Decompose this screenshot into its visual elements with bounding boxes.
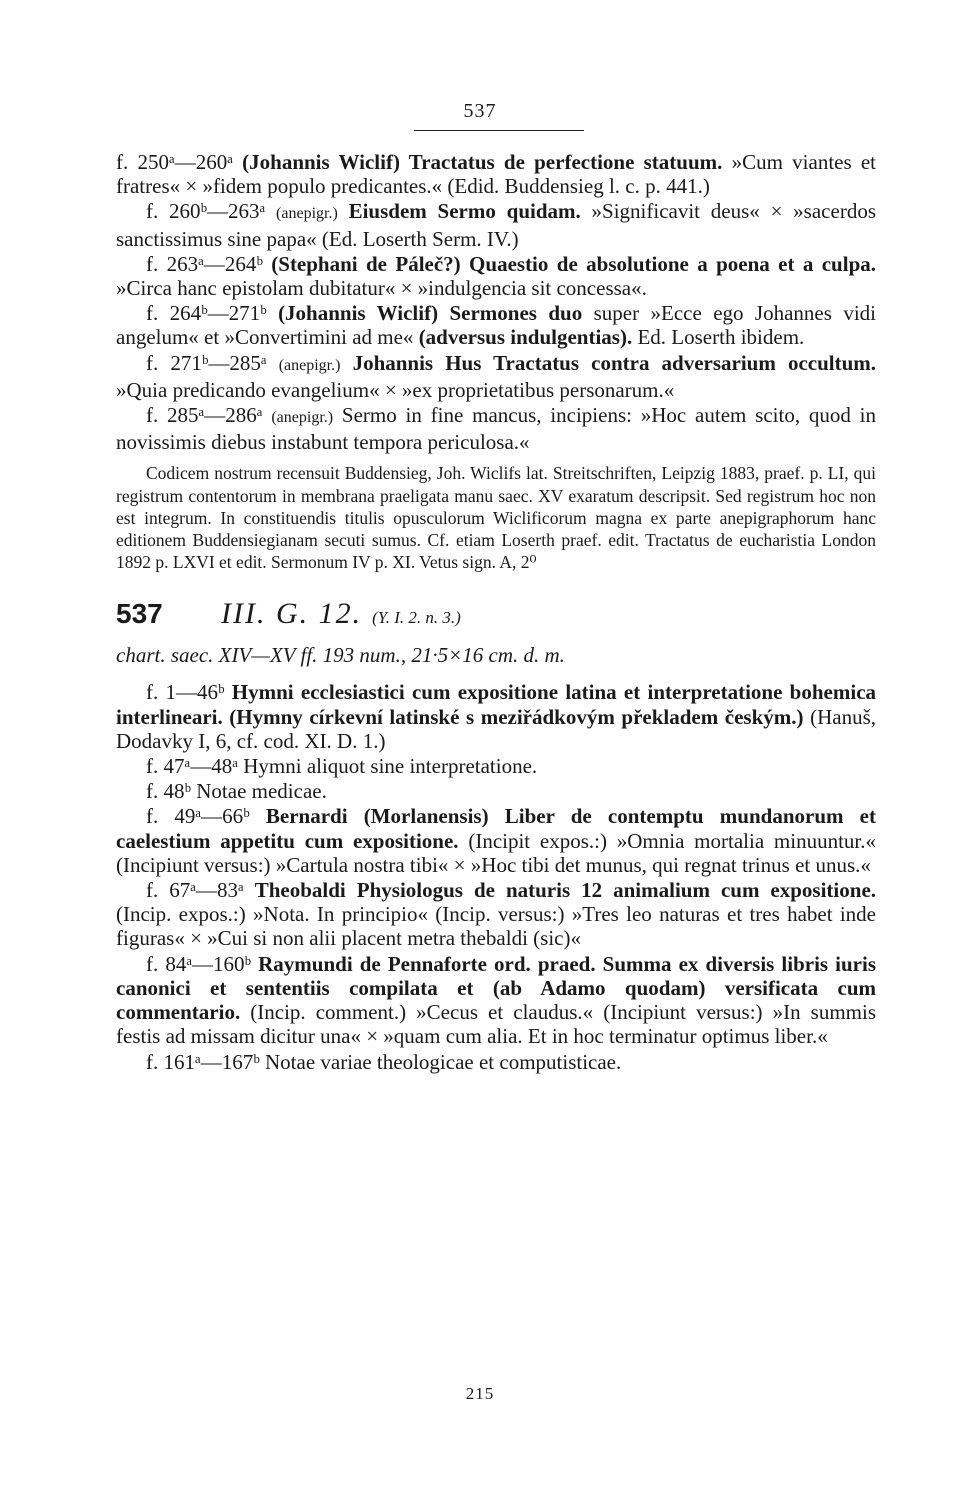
entry-folio: f. 47ᵃ—48ᵃ xyxy=(146,754,238,779)
entry-anepigr: (anepigr.) xyxy=(271,409,334,427)
catalogue-entry xyxy=(116,199,876,250)
entry-text: Hymni aliquot sine interpretatione. xyxy=(243,754,538,779)
entry-folio: f. 49ᵃ—66ᵇ xyxy=(146,804,250,829)
catalogue-entry xyxy=(116,301,876,349)
entry-text: »Circa hanc epistolam dubitatur« × »indulgencia sit concessa«. xyxy=(116,276,647,301)
entry-text: (Incip. expos.:) »Nota. In principio« (Incip. versus:) »Tres leo naturas et tres habet inde figuras« × »Cui si non alii placent metra thebaldi (sic)« xyxy=(116,902,876,951)
catalogue-entry xyxy=(116,1050,876,1074)
entry-text: (Incipit expos.:) »Omnia mortalia minuuntur.« (Incipiunt versus:) »Cartula nostra tibi« × »Hoc tibi det munus, qui regnat trinus et unus.« xyxy=(116,828,877,877)
entry-title: Hymni ecclesiastici cum expositione latina et interpretatione bohemica interlineari. (Hymny církevní latinské s meziřádkovým překladem českým.) xyxy=(116,680,877,729)
entry-title: Raymundi de Pennaforte ord. praed. Summa ex diversis libris iuris canonici et sententiis compilata et (ab Adamo quodam) versificata cum commentario. xyxy=(116,951,876,1025)
catalogue-entry xyxy=(116,150,876,198)
entry-title: (Johannis Wiclif) Sermones duo xyxy=(278,301,583,326)
catalogue-entry xyxy=(116,878,876,951)
footer-folio: 215 xyxy=(465,1384,495,1403)
manuscript-header xyxy=(116,597,876,631)
entry-title: Theobaldi Physiologus de naturis 12 animalium cum expositione. xyxy=(254,878,877,903)
entry-title: (Stephani de Páleč?) Quaestio de absolutione a poena et a culpa. xyxy=(271,251,876,276)
entry-folio: f. 161ᵃ—167ᵇ xyxy=(146,1049,260,1074)
entry-folio: f. 271ᵇ—285ᵃ xyxy=(146,350,267,375)
entry-anepigr: (anepigr.) xyxy=(278,356,341,374)
entry-title: (adversus indulgentias). xyxy=(418,325,633,350)
entry-folio: f. 84ᵃ—160ᵇ xyxy=(146,951,252,976)
entry-anepigr: (anepigr.) xyxy=(276,205,338,223)
entry-text: »Significavit deus« × »sacerdos sanctissimus sine papa« (Ed. Loserth Serm. IV.) xyxy=(116,199,876,251)
entry-title: Eiusdem Sermo quidam. xyxy=(348,199,581,224)
manuscript-description: chart. saec. XIV—XV ff. 193 num., 21·5×16 cm. d. m. xyxy=(116,643,565,668)
catalogue-entry xyxy=(116,252,876,300)
entry-folio: f. 1—46ᵇ xyxy=(146,680,225,705)
entry-title: (Johannis Wiclif) Tractatus de perfectione statuum. xyxy=(242,150,723,174)
catalogue-entry xyxy=(116,680,876,753)
page-number: 537 xyxy=(463,100,497,122)
entry-folio: f. 250ᵃ—260ᵃ xyxy=(116,150,233,174)
entry-text: Notae medicae. xyxy=(196,779,327,804)
entry-text: »Cum viantes et fratres« × »fidem populo predicantes.« (Edid. Buddensieg l. c. p. 441.) xyxy=(116,150,877,199)
entry-text: Ed. Loserth ibidem. xyxy=(637,325,805,350)
entries-top xyxy=(116,150,876,454)
manuscript-old-signature: (Y. I. 2. n. 3.) xyxy=(372,608,461,628)
entry-folio: f. 264ᵇ—271ᵇ xyxy=(146,301,267,326)
header-rule xyxy=(414,130,584,131)
catalogue-column xyxy=(116,150,876,1074)
entries-manuscript xyxy=(116,680,876,1073)
entry-text: »Quia predicando evangelium« × »ex proprietatibus personarum.« xyxy=(116,377,675,402)
manuscript-number: 537 xyxy=(116,598,163,630)
catalogue-entry xyxy=(116,779,876,803)
manuscript-signature: III. G. 12. xyxy=(221,597,363,631)
entry-text: super »Ecce ego Johannes vidi angelum« et »Convertimini ad me« xyxy=(116,301,876,350)
entry-title: Bernardi (Morlanensis) Liber de contemptu mundanorum et caelestium appetitu cum expositione. xyxy=(116,804,876,853)
entry-text: (Hanuš, Dodavky I, 6, cf. cod. XI. D. 1.) xyxy=(116,704,876,753)
entry-title: Johannis Hus Tractatus contra adversarium occultum. xyxy=(352,350,877,375)
entry-folio: f. 48ᵇ xyxy=(146,779,191,804)
catalogue-entry xyxy=(116,403,876,454)
entry-text: (Incip. comment.) »Cecus et claudus.« (Incipiunt versus:) »In summis festis ad missam dicitur una« × »quam cum alia. Et in hoc terminatur optimus liber.« xyxy=(116,1000,877,1049)
catalogue-entry xyxy=(116,804,876,877)
entry-folio: f. 260ᵇ—263ᵃ xyxy=(146,199,266,224)
entry-folio: f. 285ᵃ—286ᵃ xyxy=(146,403,263,428)
catalogue-entry xyxy=(116,351,876,402)
entry-folio: f. 67ᵃ—83ᵃ xyxy=(146,878,244,903)
catalogue-entry xyxy=(116,952,876,1049)
catalogue-entry xyxy=(116,754,876,778)
entry-text: Notae variae theologicae et computisticae. xyxy=(265,1049,622,1074)
entry-folio: f. 263ᵃ—264ᵇ xyxy=(146,251,263,276)
entry-text: Sermo in fine mancus, incipiens: »Hoc autem scito, quod in novissimis diebus instabunt tempora periculosa.« xyxy=(116,403,877,455)
catalogue-note: Codicem nostrum recensuit Buddensieg, Joh. Wiclifs lat. Streitschriften, Leipzig 1883, praef. p. LI, qui registrum contentorum in membrana praeligata manu saec. XV exaratum descripsit. Sed registrum hoc non est integrum. In constituendis titulis opusculorum Wiclificorum magna ex parte anepigraphorum hanc editionem Buddensiegianam secuti sumus. Cf. etiam Loserth praef. edit. Tractatus de eucharistia London 1892 p. LXVI et edit. Sermonum IV p. XI. Vetus sign. A, 2⁰ xyxy=(116,463,876,573)
